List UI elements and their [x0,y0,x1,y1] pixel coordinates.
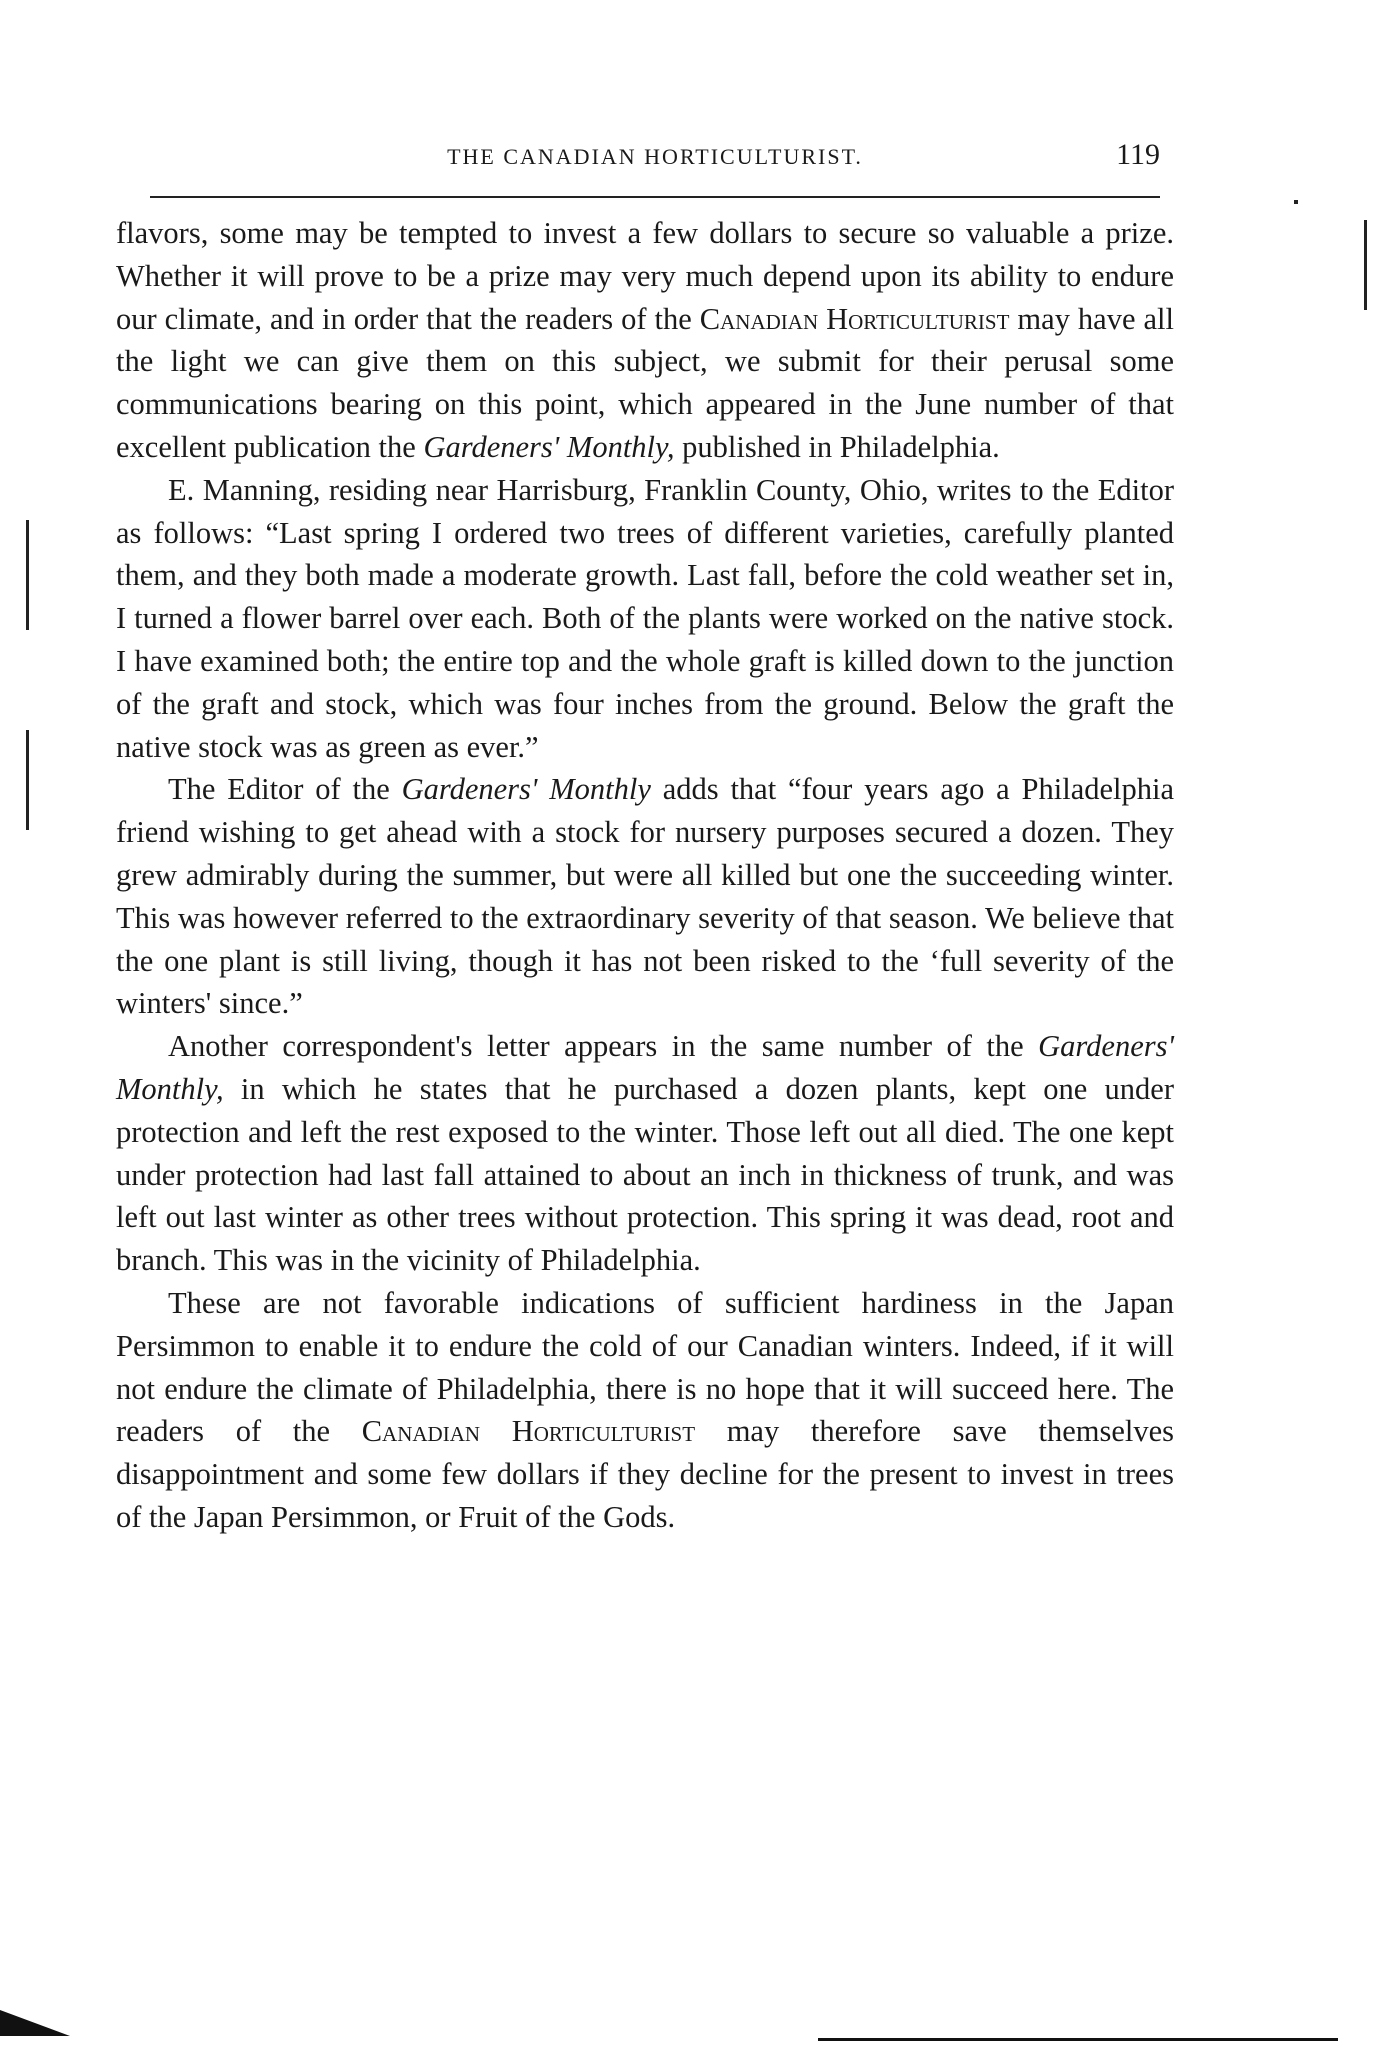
header-rule [150,196,1160,198]
paragraph-4 [116,1025,1174,1282]
paragraph-1-text-b: may have all the light we can give them on this subject, we submit for their perusal some communications bearing on this point, which appeared in the June number of that excellent publication the [116,301,1174,464]
scan-bottom-rule [818,2038,1338,2041]
scan-margin-mark [1294,200,1298,204]
scan-margin-mark [1364,220,1367,310]
journal-title: Gardeners' Monthly, [423,429,675,464]
paragraph-5-text-a: These are not favorable indications of sufficient hardiness in the Japan Persimmon to enable it to endure the cold of our Canadian winters. Indeed, if it will not endure the climate of Philadelphia, there is no hope that it will succeed here. The readers of the [116,1285,1174,1449]
paragraph-5 [116,1282,1174,1539]
paragraph-4-text-a: Another correspondent's letter appears in the same number of the [168,1029,1039,1064]
paragraph-1 [116,212,1174,469]
body-text [116,212,1174,1539]
publication-name: Canadian Horticulturist [699,301,1010,336]
scan-margin-mark [26,520,29,630]
paragraph-1-text-a: flavors, some may be tempted to invest a few dollars to secure so valuable a prize. Whether it will prove to be a prize may very much depend upon its ability to endure our climate, and in order that the readers of the [116,216,1174,336]
paragraph-4-text-b: in which he states that he purchased a dozen plants, kept one under protection and left the rest exposed to the winter. Those left out all died. The one kept under protection had last fall attained to about an inch in thickness of trunk, and was left out last winter as other trees without protection. This spring it was dead, root and branch. This was in the vicinity of Philadelphia. [116,1071,1174,1278]
scan-corner-mark [0,2010,70,2036]
paragraph-3 [116,768,1174,1025]
scan-margin-mark [26,730,29,830]
paragraph-2 [116,469,1174,769]
journal-title: Gardeners' Monthly [401,772,651,807]
paragraph-2-text: E. Manning, residing near Harrisburg, Franklin County, Ohio, writes to the Editor as follows: “Last spring I ordered two trees of different varieties, carefully planted them, and they both made a moderate growth. Last fall, before the cold weather set in, I turned a flower barrel over each. Both of the plants were worked on the native stock. I have examined both; the entire top and the whole graft is killed down to the junction of the graft and stock, which was four inches from the ground. Below the graft the native stock was as green as ever.” [116,472,1174,764]
paragraph-3-text-a: The Editor of the [168,772,402,807]
paragraph-5-text-b: may therefore save themselves disappointment and some few dollars if they decline for the present to invest in trees of the Japan Persimmon, or Fruit of the Gods. [116,1414,1174,1534]
paragraph-3-text-b: adds that “four years ago a Philadelphia friend wishing to get ahead with a stock for nursery purposes secured a dozen. They grew admirably during the summer, but were all killed but one the succeeding winter. This was however referred to the extraordinary severity of that season. We believe that the one plant is still living, though it has not been risked to the ‘full severity of the winters' since.” [116,772,1175,1021]
publication-name: Canadian Horticulturist [361,1414,696,1449]
running-head [150,138,1160,178]
running-title: THE CANADIAN HORTICULTURIST. [447,144,863,169]
journal-title: Gardeners' Monthly, [116,1029,1174,1106]
paragraph-1-text-c: published in Philadelphia. [674,429,1000,464]
page-number: 119 [1116,138,1160,171]
